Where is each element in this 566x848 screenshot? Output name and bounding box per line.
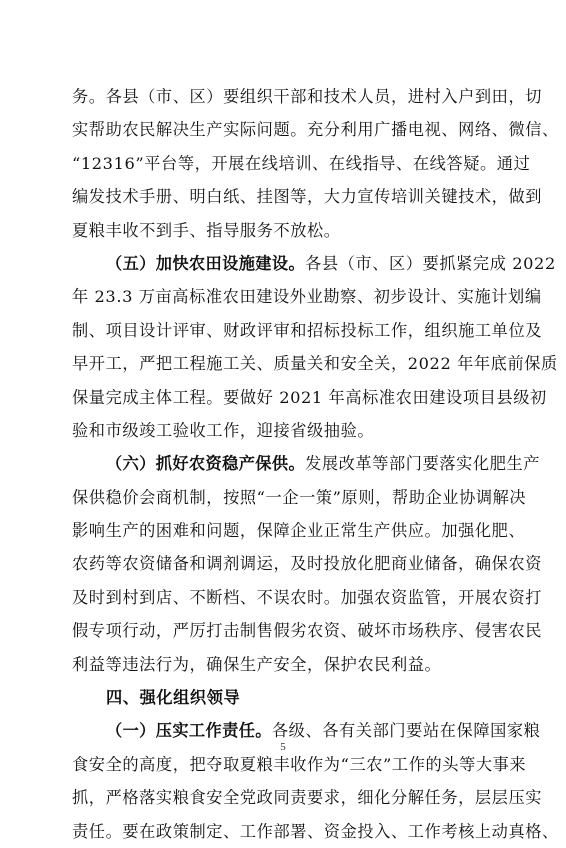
paragraph-work-responsibility	[72, 714, 559, 848]
text-line: 验和市级竣工验收工作，迎接省级抽验。	[72, 420, 375, 440]
section-heading: 四、强化组织领导	[106, 688, 241, 708]
subsection-heading: （一）压实工作责任。	[106, 721, 272, 741]
text-line: 年 23.3 万亩高标准农田建设外业勘察、初步设计、实施计划编	[72, 287, 542, 307]
text-line: 夏粮丰收不到手、指导服务不放松。	[72, 220, 341, 240]
text-line: 利益等违法行为，确保生产安全，保护农民利益。	[72, 654, 442, 674]
text-line: 影响生产的困难和问题，保障企业正常生产供应。加强化肥、	[72, 521, 526, 541]
text-line: 编发技术手册、明白纸、挂图等，大力宣传培训关键技术，做到	[72, 187, 543, 207]
text-run: 各级、各有关部门要站在保障国家粮	[271, 721, 541, 741]
text-line: 抓，严格落实粮食安全党政同责要求，细化分解任务，层层压实	[72, 788, 543, 808]
text-line: 保量完成主体工程。要做好 2021 年高标准农田建设项目县级初	[72, 387, 547, 407]
document-body	[72, 80, 559, 848]
text-line: 农药等农资储备和调剂调运，及时投放化肥商业储备，确保农资	[72, 554, 543, 574]
subsection-heading: （六）抓好农资稳产保供。	[106, 454, 306, 474]
text-line: 早开工，严把工程施工关、质量关和安全关，2022 年年底前保质	[72, 354, 558, 374]
text-line: 实帮助农民解决生产实际问题。充分利用广播电视、网络、微信、	[72, 120, 559, 140]
text-line: 保供稳价会商机制，按照“一企一策”原则，帮助企业协调解决	[72, 487, 527, 507]
paragraph-guidance-service	[72, 80, 559, 247]
text-line: 食安全的高度，把夺取夏粮丰收作为“三农”工作的头等大事来	[72, 754, 527, 774]
text-line: 责任。要在政策制定、工作部署、资金投入、工作考核上动真格、	[72, 821, 559, 841]
subsection-heading: （五）加快农田设施建设。	[106, 253, 306, 273]
text-run: 发展改革等部门要落实化肥生产	[305, 454, 541, 474]
text-line: 制、项目设计评审、财政评审和招标投标工作，组织施工单位及	[72, 320, 543, 340]
text-line: 假专项行动，严厉打击制售假劣农资、破坏市场秩序、侵害农民	[72, 621, 543, 641]
text-line: 及时到村到店、不断档、不误农时。加强农资监管，开展农资打	[72, 587, 543, 607]
text-line: “12316”平台等，开展在线培训、在线指导、在线答疑。通过	[72, 153, 531, 173]
page-number: 5	[280, 741, 286, 753]
text-line	[72, 247, 556, 280]
text-line: 务。各县（市、区）要组织干部和技术人员，进村入户到田，切	[72, 87, 543, 106]
text-run: 各县（市、区）要抓紧完成 2022	[305, 253, 556, 273]
paragraph-farmland-facilities	[72, 247, 558, 447]
text-line	[72, 447, 541, 480]
paragraph-agricultural-inputs	[72, 447, 543, 681]
